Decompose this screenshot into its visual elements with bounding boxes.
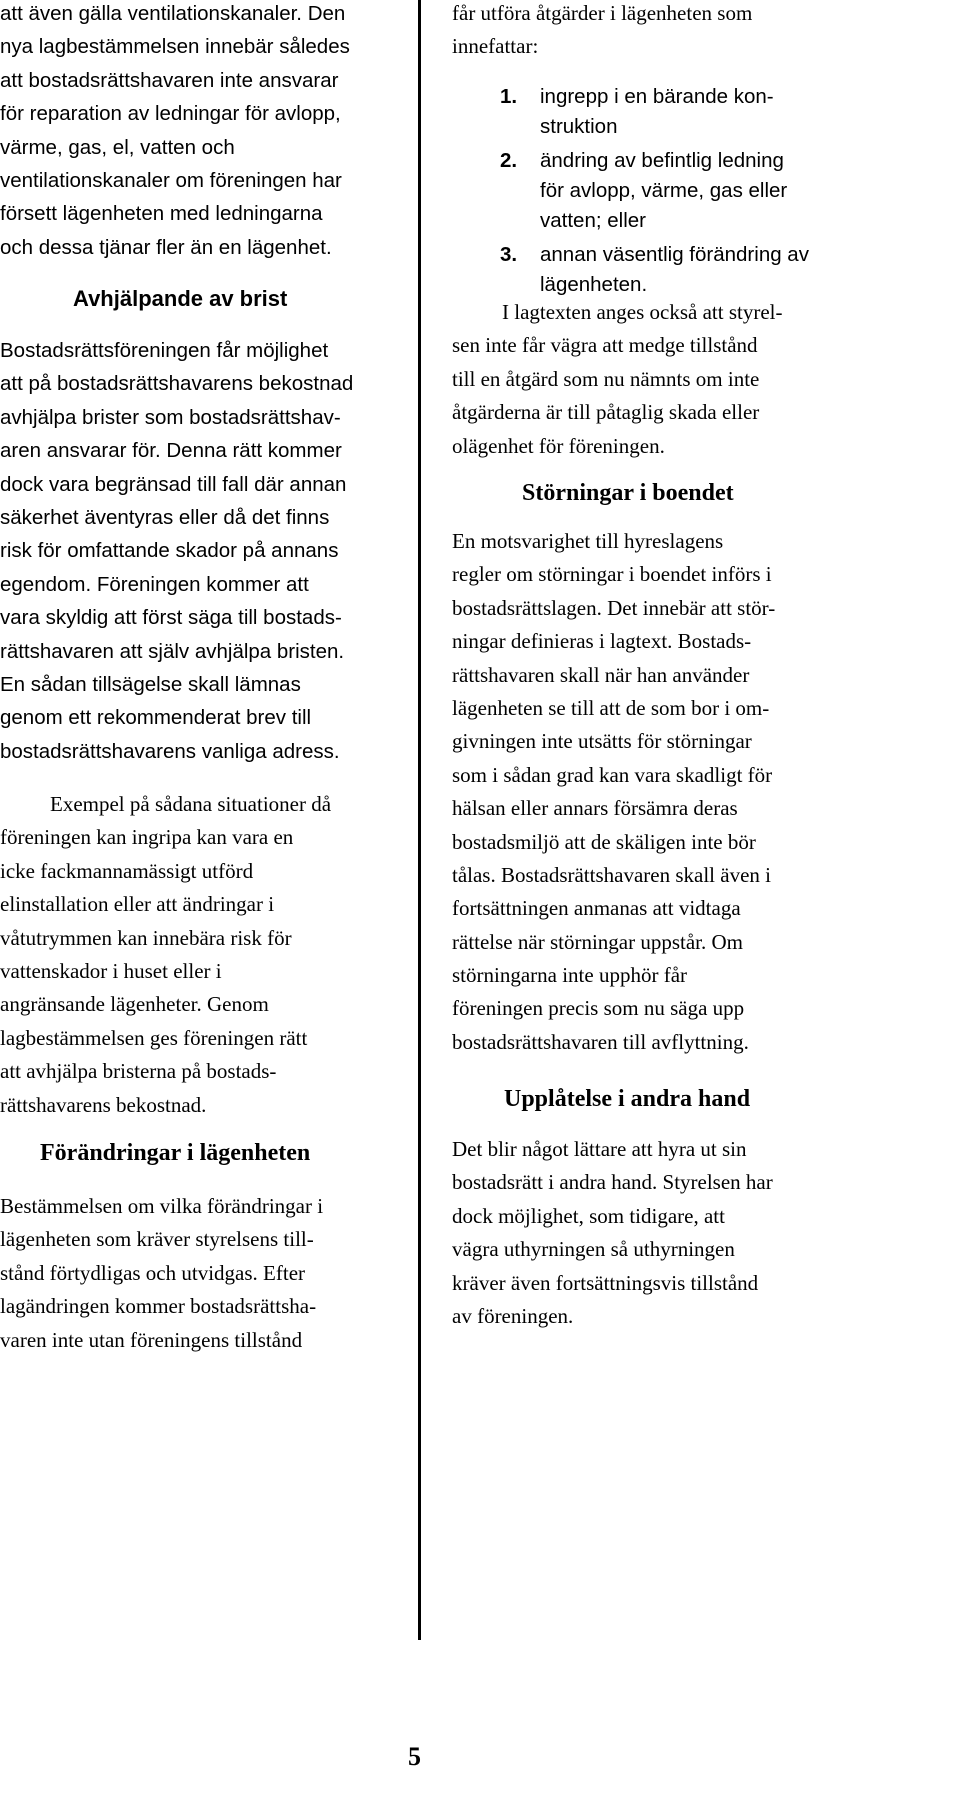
text-line: sen inte får vägra att medge tillstånd: [452, 333, 758, 358]
text-line: och dessa tjänar fler än en lägenhet.: [0, 235, 332, 259]
text-line: Exempel på sådana situationer då: [50, 792, 332, 816]
heading-forandringar: Förändringar i lägenheten: [40, 1140, 311, 1166]
text-line: stånd förtydligas och utvidgas. Efter: [0, 1260, 306, 1285]
text-line: föreningen kan ingripa kan vara en: [0, 825, 294, 850]
text-line: angränsande lägenheter. Genom: [0, 992, 269, 1017]
right-intro-paragraph: [452, 0, 752, 64]
text-line: för reparation av ledningar för avlopp,: [0, 102, 341, 126]
list-item: [452, 146, 809, 236]
avhjalpande-paragraph: [0, 334, 353, 768]
text-line: regler om störningar i boendet införs i: [452, 562, 772, 587]
text-line: En motsvarighet till hyreslagens: [452, 529, 724, 553]
text-line: åtgärderna är till påtaglig skada eller: [452, 400, 760, 425]
exempel-paragraph: [0, 788, 331, 1122]
text-line: bostadsrätt i andra hand. Styrelsen har: [452, 1170, 773, 1195]
text-line: ningar definieras i lagtext. Bostads-: [452, 629, 752, 654]
text-line: lägenheten se till att de som bor i om-: [452, 695, 770, 720]
text-line: ventilationskanaler om föreningen har: [0, 168, 342, 192]
text-line: att avhjälpa bristerna på bostads-: [0, 1059, 277, 1084]
text-line: att på bostadsrättshavarens bekostnad: [0, 372, 354, 396]
lagtext-paragraph: [452, 296, 782, 463]
text-line: givningen inte utsätts för störningar: [452, 729, 752, 754]
text-line: lagbestämmelsen ges föreningen rätt: [0, 1025, 308, 1050]
text-line: Bestämmelsen om vilka förändringar i: [0, 1194, 324, 1218]
text-line: av föreningen.: [452, 1303, 574, 1328]
text-line: värme, gas, el, vatten och: [0, 135, 235, 159]
text-line: vara skyldig att först säga till bostads-: [0, 606, 342, 630]
text-line: lägenheten.: [540, 273, 648, 296]
text-line: vattenskador i huset eller i: [0, 958, 222, 983]
text-line: som i sådan grad kan vara skadligt för: [452, 762, 773, 787]
text-line: nya lagbestämmelsen innebär således: [0, 35, 350, 59]
text-line: fortsättningen anmanas att vidtaga: [452, 896, 741, 921]
text-line: risk för omfattande skador på annans: [0, 539, 339, 563]
text-line: bostadsrättshavarens vanliga adress.: [0, 739, 340, 763]
list-item: [452, 82, 809, 142]
text-line: aren ansvarar för. Denna rätt kommer: [0, 439, 342, 463]
text-line: ingrepp i en bärande kon-: [540, 85, 774, 108]
text-line: störningarna inte upphör får: [452, 963, 688, 988]
text-line: bostadsrättshavaren till avflyttning.: [452, 1029, 749, 1054]
storningar-paragraph: [452, 525, 775, 1059]
text-line: annan väsentlig förändring av: [540, 243, 809, 266]
text-line: föreningen precis som nu säga upp: [452, 996, 745, 1021]
text-line: olägenhet för föreningen.: [452, 433, 665, 458]
text-line: genom ett rekommenderat brev till: [0, 706, 312, 730]
text-line: säkerhet äventyras eller då det finns: [0, 505, 330, 529]
text-line: lagändringen kommer bostadsrättsha-: [0, 1294, 317, 1319]
upplatelse-paragraph: [452, 1133, 773, 1333]
list-item: [452, 240, 809, 300]
forandringar-paragraph: [0, 1190, 323, 1357]
text-line: får utföra åtgärder i lägenheten som: [452, 1, 753, 25]
text-line: försett lägenheten med ledningarna: [0, 202, 323, 226]
text-line: rättshavarens bekostnad.: [0, 1092, 207, 1117]
text-line: för avlopp, värme, gas eller: [540, 179, 788, 202]
text-line: rättshavaren skall när han använder: [452, 662, 750, 687]
list-number: 3.: [500, 243, 518, 266]
text-line: bostadsrättslagen. Det innebär att stör-: [452, 595, 776, 620]
list-number: 2.: [500, 149, 518, 172]
heading-storningar: Störningar i boendet: [522, 480, 734, 506]
intro-paragraph: [0, 0, 350, 264]
text-line: bostadsmiljö att de skäligen inte bör: [452, 829, 756, 854]
column-divider: [418, 0, 421, 1640]
text-line: ändring av befintlig ledning: [540, 149, 784, 172]
text-line: kräver även fortsättningsvis tillstånd: [452, 1270, 759, 1295]
measures-list: [452, 82, 809, 300]
text-line: struktion: [540, 115, 618, 138]
heading-upplatelse: Upplåtelse i andra hand: [504, 1086, 751, 1112]
text-line: att även gälla ventilationskanaler. Den: [0, 2, 346, 25]
text-line: varen inte utan föreningens tillstånd: [0, 1327, 303, 1352]
text-line: egendom. Föreningen kommer att: [0, 572, 309, 596]
text-line: I lagtexten anges också att styrel-: [502, 300, 783, 324]
text-line: icke fackmannamässigt utförd: [0, 858, 254, 883]
text-line: Det blir något lättare att hyra ut sin: [452, 1137, 747, 1161]
text-line: vägra uthyrningen så uthyrningen: [452, 1237, 735, 1262]
text-line: lägenheten som kräver styrelsens till-: [0, 1227, 314, 1252]
text-line: innefattar:: [452, 34, 539, 59]
heading-avhjalpande: Avhjälpande av brist: [73, 286, 288, 311]
text-line: rättelse när störningar uppstår. Om: [452, 929, 744, 954]
text-line: våtutrymmen kan innebära risk för: [0, 925, 292, 950]
text-line: rättshavaren att själv avhjälpa bristen.: [0, 639, 345, 663]
page-number: 5: [408, 1742, 421, 1771]
text-line: dock möjlighet, som tidigare, att: [452, 1203, 725, 1228]
text-line: till en åtgärd som nu nämnts om inte: [452, 366, 760, 391]
text-line: att bostadsrättshavaren inte ansvarar: [0, 68, 339, 92]
list-number: 1.: [500, 85, 518, 108]
text-line: En sådan tillsägelse skall lämnas: [0, 672, 301, 696]
text-line: vatten; eller: [540, 209, 646, 232]
text-line: hälsan eller annars försämra deras: [452, 796, 738, 821]
text-line: avhjälpa brister som bostadsrättshav-: [0, 405, 341, 429]
text-line: Bostadsrättsföreningen får möjlighet: [0, 339, 329, 362]
text-line: tålas. Bostadsrättshavaren skall även i: [452, 862, 771, 887]
text-line: dock vara begränsad till fall där annan: [0, 472, 347, 496]
text-line: elinstallation eller att ändringar i: [0, 892, 275, 917]
